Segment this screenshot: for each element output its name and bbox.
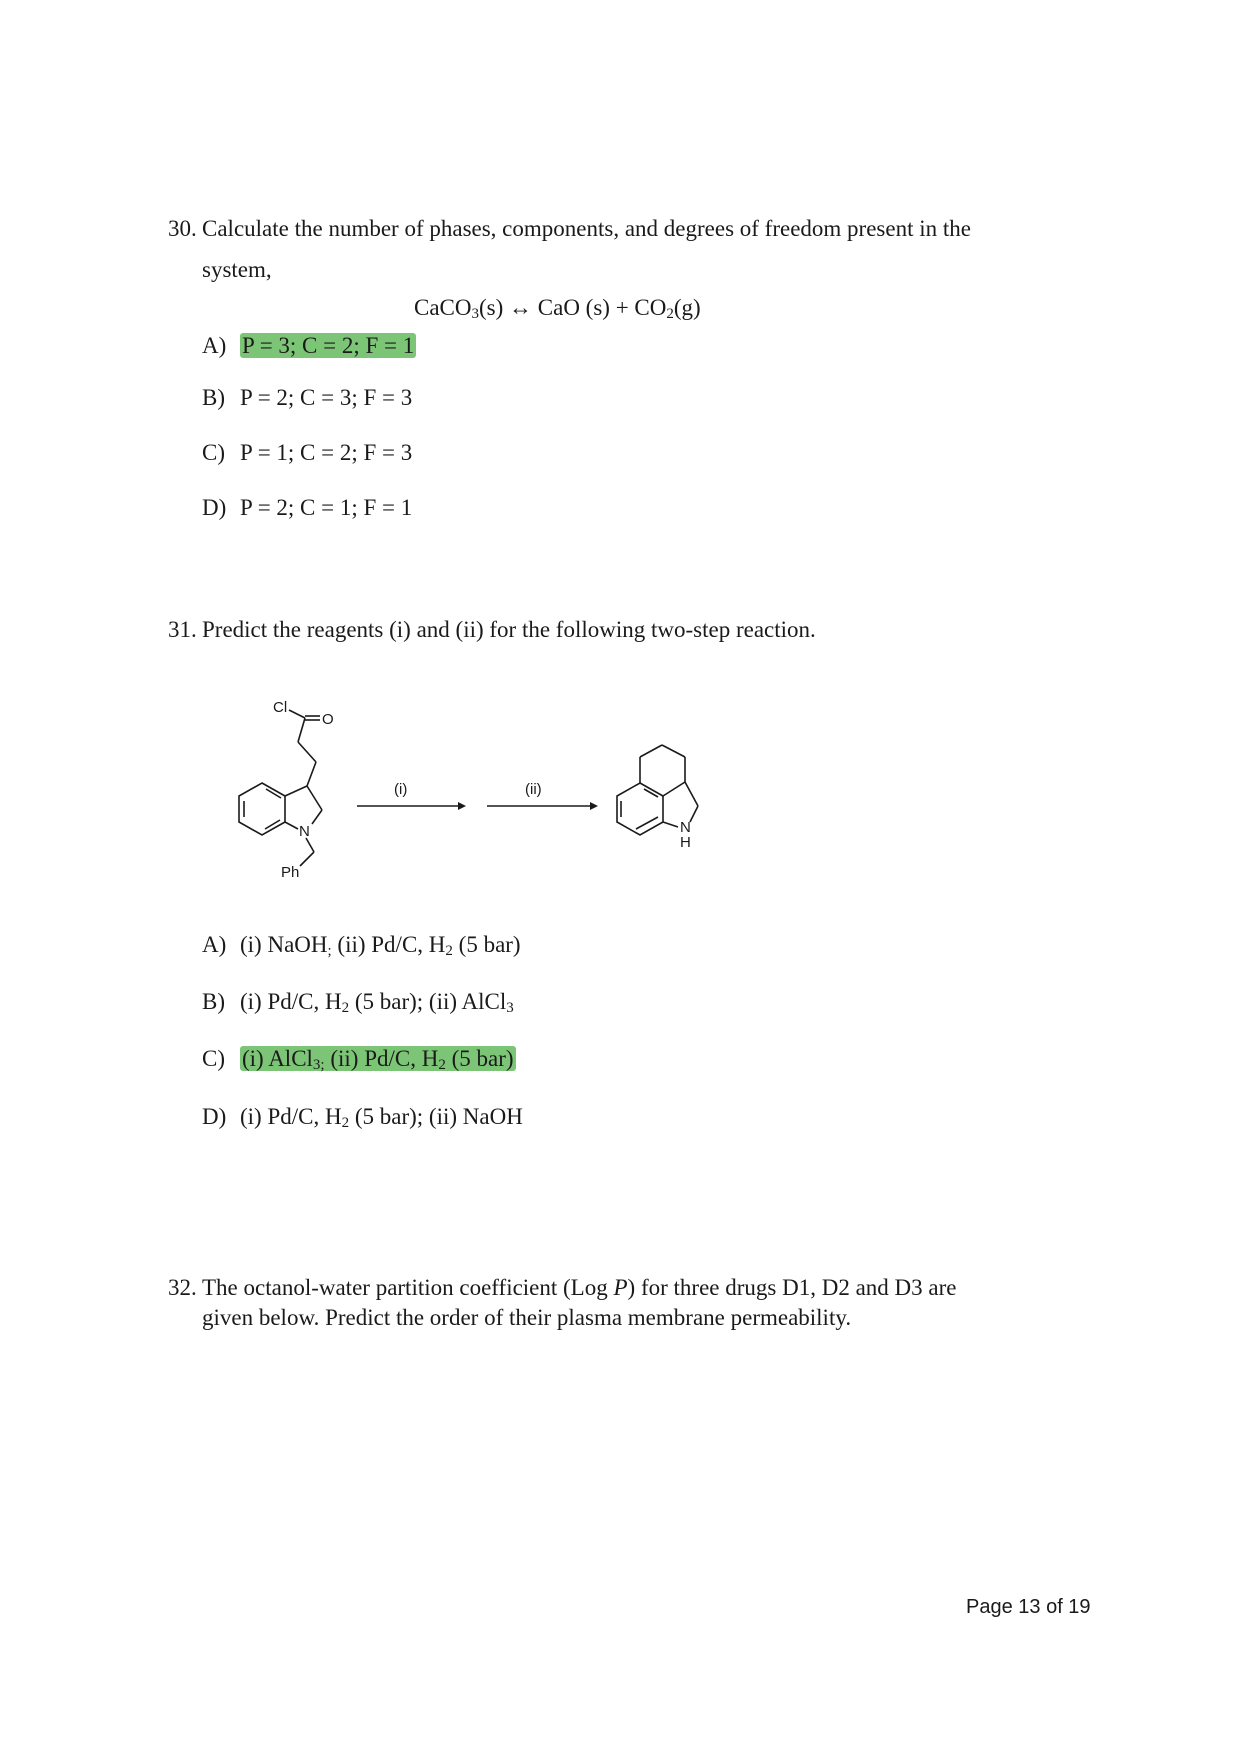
question-text-line2: system, xyxy=(202,257,272,282)
option-text: P = 2; C = 3; F = 3 xyxy=(240,385,413,410)
option-letter: A) xyxy=(202,333,227,358)
option-c[interactable] xyxy=(202,1046,516,1072)
benzene-ring-start xyxy=(239,783,285,835)
question-text-line1: Calculate the number of phases, components, and degrees of freedom present in the xyxy=(202,216,971,241)
product-hydrogen-label: H xyxy=(680,834,691,851)
option-letter: D) xyxy=(202,495,227,520)
nitrogen-label: N xyxy=(299,823,310,840)
step2-label: (ii) xyxy=(525,781,542,798)
product-nitrogen-label: N xyxy=(680,819,691,836)
option-a[interactable] xyxy=(202,932,521,958)
step1-label: (i) xyxy=(394,781,408,798)
option-b[interactable] xyxy=(202,385,412,411)
option-text: (i) Pd/C, $H_2$ (5 bar); (ii) NaOH xyxy=(240,1104,523,1131)
question-number: 30. xyxy=(168,216,197,241)
option-text: (i) NaOH$_;$ (ii) Pd/C, $H_2$ (5 bar) xyxy=(240,932,521,959)
oxygen-label: O xyxy=(322,711,334,728)
option-d[interactable] xyxy=(202,495,412,521)
option-a[interactable] xyxy=(202,333,416,359)
option-text: P = 1; C = 2; F = 3 xyxy=(240,440,413,465)
option-b[interactable] xyxy=(202,989,514,1015)
option-c[interactable] xyxy=(202,440,412,466)
page-number: Page 13 of 19 xyxy=(966,1596,1091,1618)
option-text-correct: P = 3; C = 2; F = 1 xyxy=(242,333,415,358)
question-text-line2: given below. Predict the order of their plasma membrane permeability. xyxy=(202,1305,852,1330)
option-letter: D) xyxy=(202,1104,227,1129)
option-letter: B) xyxy=(202,385,225,410)
question-number: 31. xyxy=(168,617,197,642)
question-text-line1: The octanol-water partition coefficient (Log P) for three drugs D1, D2 and D3 are xyxy=(202,1275,957,1300)
question-text: Predict the reagents (i) and (ii) for the following two-step reaction. xyxy=(202,617,816,642)
option-letter: C) xyxy=(202,1046,225,1071)
option-text: P = 2; C = 1; F = 1 xyxy=(240,495,413,520)
option-letter: B) xyxy=(202,989,225,1014)
reaction-scheme xyxy=(220,690,740,900)
option-letter: C) xyxy=(202,440,225,465)
reaction-equation: CaCO$_3$(s) ↔ CaO $(s) + CO_2(g)$ xyxy=(414,295,701,322)
option-text: (i) Pd/C, $H_2$ (5 bar); (ii) AlCl$_3$ xyxy=(240,989,514,1016)
option-letter: A) xyxy=(202,932,227,957)
question-number: 32. xyxy=(168,1275,197,1300)
benzene-ring-product xyxy=(617,783,663,835)
option-text-correct: (i) AlCl$_{3;}$ (ii) Pd/C, $H_2$ (5 bar) xyxy=(242,1046,514,1073)
option-d[interactable] xyxy=(202,1104,523,1130)
phenyl-label: Ph xyxy=(281,864,300,881)
chlorine-label: Cl xyxy=(273,699,288,716)
